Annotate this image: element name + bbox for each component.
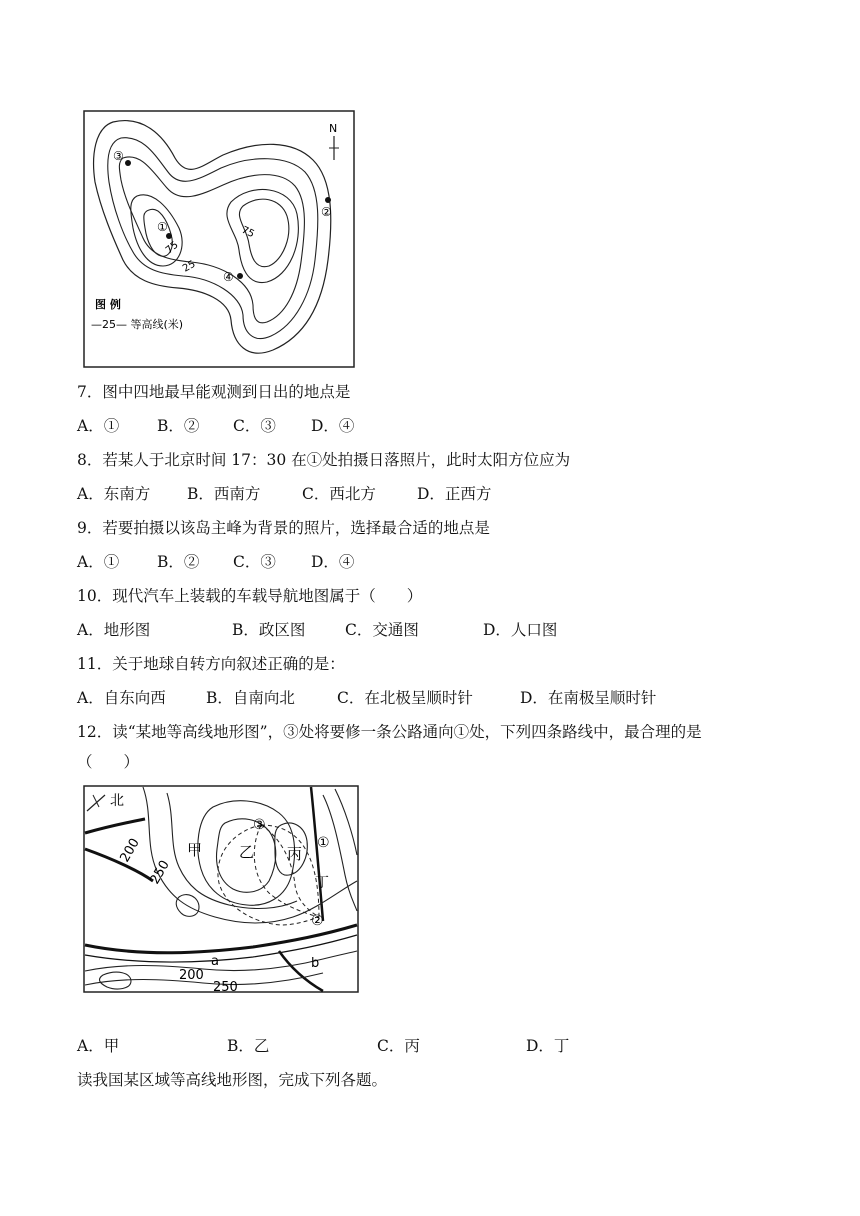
option: D．④ — [311, 417, 355, 435]
option: C．丙 — [377, 1037, 420, 1055]
contour-label-25: 25 — [181, 258, 198, 275]
point-3-label: ③ — [253, 817, 266, 833]
point-1-label: ① — [157, 220, 168, 234]
option: D．在南极呈顺时针 — [520, 689, 657, 707]
north-label: 北 — [110, 793, 124, 809]
option: C．西北方 — [302, 485, 376, 503]
option: D．丁 — [526, 1037, 570, 1055]
option: B．西南方 — [187, 485, 261, 503]
option: B．政区图 — [232, 621, 306, 639]
north-label: N — [329, 122, 338, 135]
option: D．人口图 — [483, 621, 558, 639]
point-2-label: ② — [311, 913, 324, 929]
option: D．④ — [311, 553, 355, 571]
question-9-stem: 9．若要拍摄以该岛主峰为背景的照片，选择最合适的地点是 — [77, 519, 490, 537]
contour-label-250-top: 250 — [147, 857, 173, 887]
option: B．② — [157, 417, 200, 435]
question-11-stem: 11．关于地球自转方向叙述正确的是： — [77, 655, 345, 673]
legend-text: —25— 等高线(米) — [91, 318, 184, 331]
option: A．甲 — [77, 1037, 120, 1055]
contour-label-200-bottom: 200 — [179, 968, 204, 983]
question-10-stem: 10．现代汽车上装载的车载导航地图属于（ ） — [77, 587, 423, 605]
option: B．② — [157, 553, 200, 571]
route-label-yi: 乙 — [239, 843, 255, 861]
island-contour-map — [83, 110, 355, 368]
route-label-jia: 甲 — [187, 841, 203, 859]
point-3-label: ③ — [113, 149, 124, 163]
option: A．地形图 — [77, 621, 151, 639]
option: C．在北极呈顺时针 — [337, 689, 473, 707]
contour-label-75-right: 75 — [239, 224, 256, 241]
question-12-stem: 12．读“某地等高线地形图”，③处将要修一条公路通向①处，下列四条路线中，最合理的是 — [77, 723, 702, 741]
point-4-label: ④ — [223, 270, 234, 284]
contour-label-250-bottom: 250 — [213, 980, 238, 993]
road-label-b: b — [311, 956, 320, 971]
question-12-stem-cont: （ ） — [77, 753, 140, 771]
option: A．东南方 — [77, 485, 151, 503]
option: B．乙 — [227, 1037, 270, 1055]
point-2-label: ② — [321, 205, 332, 219]
legend-title: 图 例 — [95, 298, 121, 311]
option: A．① — [77, 553, 120, 571]
question-8-stem: 8．若某人于北京时间 17：30 在①处拍摄日落照片，此时太阳方位应为 — [77, 451, 571, 469]
footer-text: 读我国某区域等高线地形图，完成下列各题。 — [77, 1071, 388, 1089]
option: C．③ — [233, 417, 276, 435]
road-contour-map — [83, 785, 359, 993]
road-label-a: a — [211, 954, 219, 969]
option: D．正西方 — [417, 485, 492, 503]
option: B．自南向北 — [206, 689, 295, 707]
option: A．① — [77, 417, 120, 435]
contour-label-200-top: 200 — [117, 835, 143, 865]
option: A．自东向西 — [77, 689, 166, 707]
question-7-stem: 7．图中四地最早能观测到日出的地点是 — [77, 383, 351, 401]
option: C．交通图 — [345, 621, 419, 639]
route-label-ding: 丁 — [315, 875, 329, 891]
contour-label-75-left: 75 — [163, 239, 181, 257]
option: C．③ — [233, 553, 276, 571]
route-label-bing: 丙 — [287, 845, 303, 863]
point-1-label: ① — [317, 835, 330, 851]
